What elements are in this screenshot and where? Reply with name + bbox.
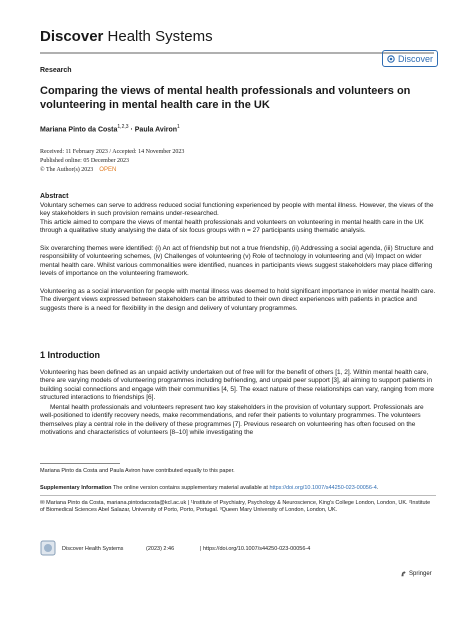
author-line: Mariana Pinto da Costa$^{1,2,3}$ · Paula Aviron$^1$ [40,124,180,134]
contribution-note: Mariana Pinto da Costa and Paula Aviron have contributed equally to this paper. [40,468,235,474]
body-paragraph: Volunteering has been defined as an unpaid activity undertaken out of free will for the benefit of others [1, 2]. Within mental health care, there are varying models of volunteering programmes including befriending, and unpaid peer support [3], all aiming to support patients in building social connections and engage with their communities [4, 5]. The exact nature of these relationships can vary, ranging from more structured interactions to friendships [6]. [40,369,434,402]
abstract-paragraph: This article aimed to compare the views of mental health professionals and volunteers on volunteering in mental health care in the UK through a qualitative study analysing the data of six focus groups with n = 27 participants using thematic analysis. [40,219,424,235]
abstract-heading: Abstract [40,193,69,200]
received-accepted: Received: 11 February 2023 / Accepted: 14 November 2023 [40,149,185,155]
footnote-divider [40,463,120,464]
open-access-badge: OPEN [99,167,117,173]
footnote-divider [40,495,436,496]
discover-badge[interactable] [382,50,438,67]
abstract-paragraph: Volunteering as a social intervention for people with mental illness was deemed to hold significant importance in wider mental health care. The divergent views expressed between stakeholders can be attributed to their own direct experiences with patients in practice and suggests there is a need for flexibility in the design and delivery of voluntary programmes. [40,288,436,312]
supplementary-info: Supplementary Information The online version contains supplementary material available at https://doi.org/10.1007/s44250-023-00056-4. [40,485,379,491]
publisher-logo: Springer [400,570,432,577]
footer-volume: (2023) 2:46 [146,546,175,552]
supplementary-link[interactable]: https://doi.org/10.1007/s44250-023-00056-4 [269,485,377,491]
published-date: Published online: 05 December 2023 [40,158,129,164]
copyright-line: © The Author(s) 2023 OPEN [40,167,117,173]
body-paragraph: Mental health professionals and volunteers represent two key stakeholders in the provision of voluntary support. Professionals are well-positioned to identify recovery needs, make recommendations, and refer their patients to voluntary programmes. The volunteers themselves play a central role in the delivery of these programmes [7]. Previous research on volunteering has often focused on the motivations and characteristics of volunteers [8–10] while investigating the [40,404,424,437]
header-divider [40,52,434,54]
abstract-paragraph: Voluntary schemes can serve to address reduced social functioning experienced by people with mental illness. However, the views of the key stakeholders in such provision remains under-researched. [40,202,434,218]
footer-journal: Discover Health Systems [62,546,124,552]
article-title: Comparing the views of mental health professionals and volunteers on volunteering in mental health care in the UK [40,85,411,111]
section-heading: 1 Introduction [40,350,100,360]
abstract-paragraph: Six overarching themes were identified: (i) An act of friendship but not a true friendship, (ii) Addressing a social agenda, (iii) Structure and responsibility of volunteering schemes, (iv) Challenges of volunteering (v) Role of technology in volunteering and (vi) Impact on wider mental health care. Whilst various commonalities were identified, nuances in participants views suggest stakeholders may place differing levels of importance on the volunteering framework. [40,245,434,278]
badge-label: Discover [397,53,433,64]
correspondence: ✉ Mariana Pinto da Costa, mariana.pintodacosta@kcl.ac.uk | ¹Institute of Psychiatry, Psychology & Neuroscience, King's College London, London, UK. ²Institute of Biomedical Sciences Abel Salazar, University of Porto, Porto, Portugal. ³Queen Mary University of London, London, UK. [40,500,431,513]
journal-name: Discover Health Systems [40,28,213,45]
discover-logo-icon [387,54,395,64]
springer-horse-icon [400,570,407,577]
journal-logo-icon [40,540,56,556]
article-category: Research [40,67,72,74]
footer-doi[interactable]: | https://doi.org/10.1007/s44250-023-00056-4 [200,546,311,552]
